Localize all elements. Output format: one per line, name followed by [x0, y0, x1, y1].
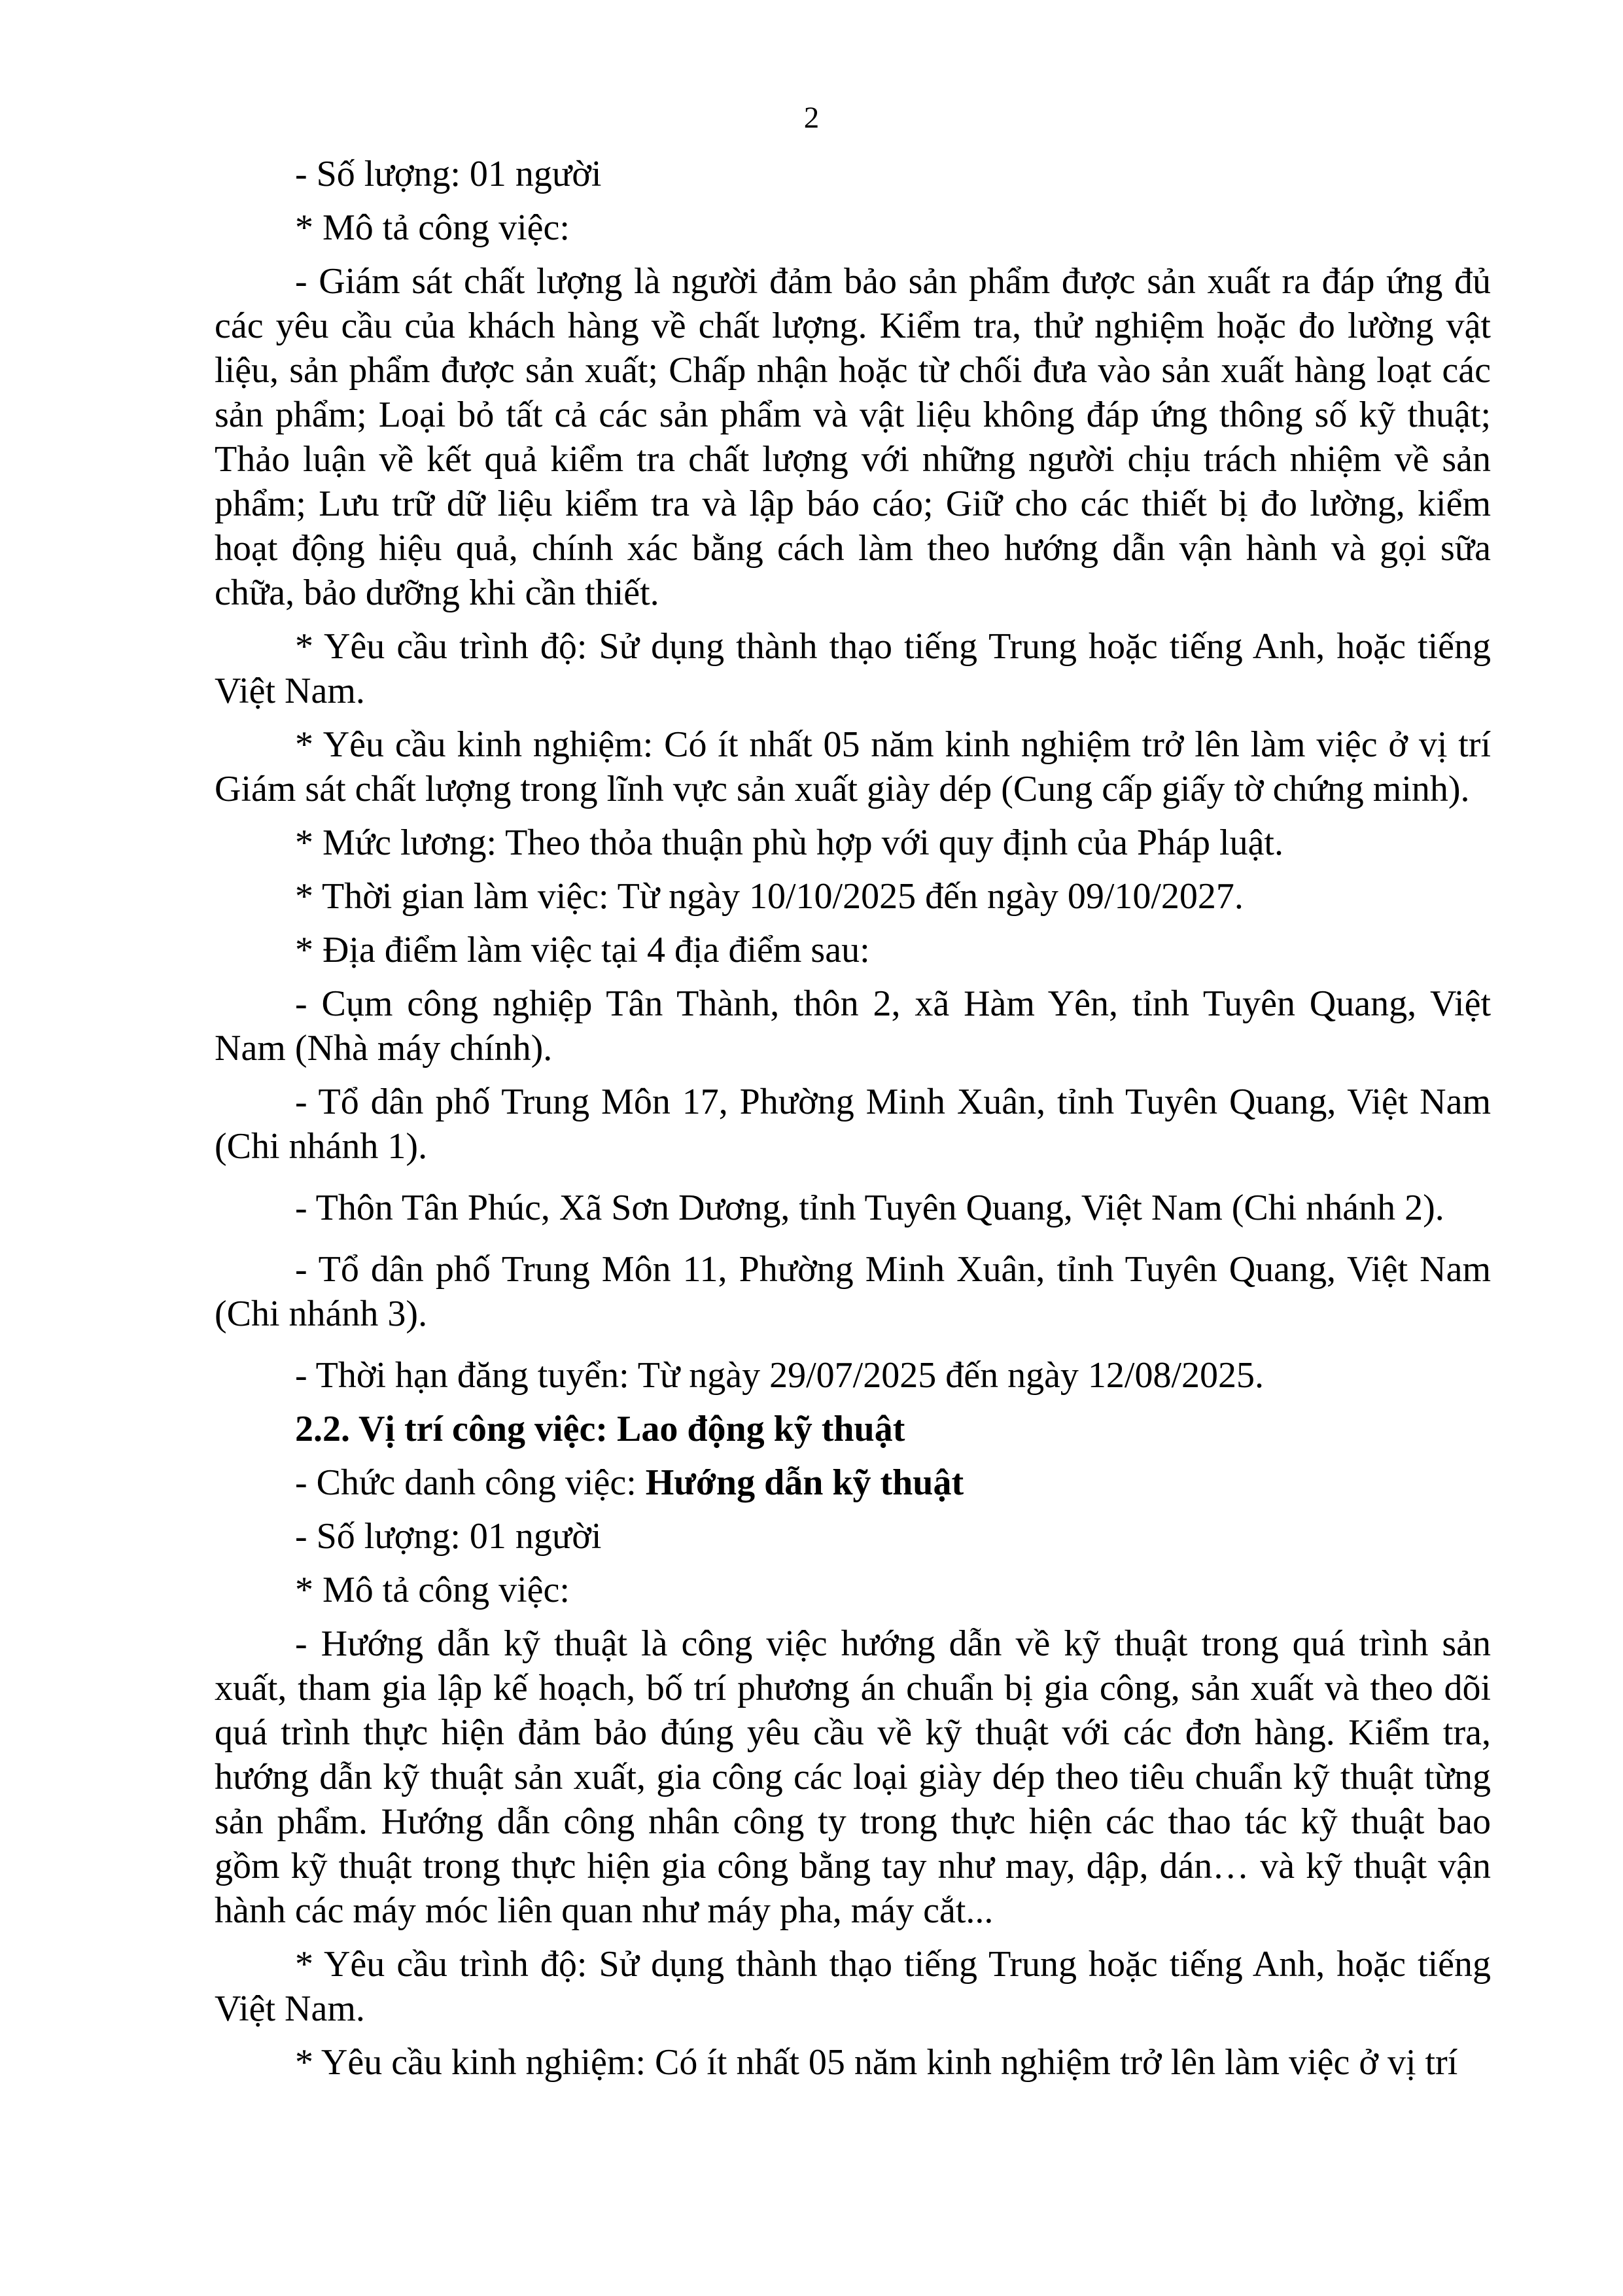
quantity-line: - Số lượng: 01 người: [295, 1516, 602, 1557]
work-locations-heading: * Địa điểm làm việc tại 4 địa điểm sau:: [295, 930, 870, 970]
job-description-paragraph: - Giám sát chất lượng là người đảm bảo sản phẩm được sản xuất ra đáp ứng đủ các yêu cầu của khách hàng về chất lượng. Kiểm tra, thử nghiệm hoặc đo lường vật liệu, sản phẩm được sản xuất; Chấp nhận hoặc từ chối đưa vào sản xuất hàng loạt các sản phẩm; Loại bỏ tất cả các sản phẩm và vật liệu không đáp ứng thông số kỹ thuật; Thảo luận về kết quả kiểm tra chất lượng với những người chịu trách nhiệm về sản phẩm; Lưu trữ dữ liệu kiểm tra và lập báo cáo; Giữ cho các thiết bị đo lường, kiểm hoạt động hiệu quả, chính xác bằng cách làm theo hướng dẫn vận hành và gọi sữa chữa, bảo dưỡng khi cần thiết.: [215, 261, 1491, 613]
job-description-heading: * Mô tả công việc:: [295, 207, 570, 248]
work-location-item: - Tổ dân phố Trung Môn 17, Phường Minh Xuân, tỉnh Tuyên Quang, Việt Nam (Chi nhánh 1).: [215, 1082, 1491, 1167]
working-period-line: * Thời gian làm việc: Từ ngày 10/10/2025 đến ngày 09/10/2027.: [295, 876, 1244, 917]
job-title-line: [215, 1460, 1491, 1505]
section-heading: 2.2. Vị trí công việc: Lao động kỹ thuật: [295, 1409, 905, 1449]
work-location-item: - Cụm công nghiệp Tân Thành, thôn 2, xã Hàm Yên, tỉnh Tuyên Quang, Việt Nam (Nhà máy chính).: [215, 983, 1491, 1069]
salary-line: * Mức lương: Theo thỏa thuận phù hợp với quy định của Pháp luật.: [295, 822, 1283, 863]
job-description-paragraph: - Hướng dẫn kỹ thuật là công việc hướng dẫn về kỹ thuật trong quá trình sản xuất, tham gia lập kế hoạch, bố trí phương án chuẩn bị gia công, sản xuất và theo dõi quá trình thực hiện đảm bảo đúng yêu cầu về kỹ thuật với các đơn hàng. Kiểm tra, hướng dẫn kỹ thuật sản xuất, gia công các loại giày dép theo tiêu chuẩn kỹ thuật từng sản phẩm. Hướng dẫn công nhân công ty trong thực hiện các thao tác kỹ thuật bao gồm kỹ thuật trong thực hiện gia công bằng tay như may, dập, dán… và kỹ thuật vận hành các máy móc liên quan như máy pha, máy cắt...: [215, 1623, 1491, 1931]
job-title-value: Hướng dẫn kỹ thuật: [645, 1462, 964, 1503]
qualification-requirement: * Yêu cầu trình độ: Sử dụng thành thạo tiếng Trung hoặc tiếng Anh, hoặc tiếng Việt Nam.: [215, 1944, 1491, 2029]
work-location-item: - Tổ dân phố Trung Môn 11, Phường Minh Xuân, tỉnh Tuyên Quang, Việt Nam (Chi nhánh 3).: [215, 1249, 1491, 1334]
work-location-item: - Thôn Tân Phúc, Xã Sơn Dương, tỉnh Tuyên Quang, Việt Nam (Chi nhánh 2).: [295, 1188, 1444, 1228]
document-body: [215, 152, 1491, 2094]
page-number: 2: [803, 101, 820, 135]
experience-requirement: * Yêu cầu kinh nghiệm: Có ít nhất 05 năm kinh nghiệm trở lên làm việc ở vị trí: [295, 2042, 1458, 2083]
experience-requirement: * Yêu cầu kinh nghiệm: Có ít nhất 05 năm kinh nghiệm trở lên làm việc ở vị trí Giám sát chất lượng trong lĩnh vực sản xuất giày dép (Cung cấp giấy tờ chứng minh).: [215, 724, 1491, 809]
recruitment-deadline-line: - Thời hạn đăng tuyển: Từ ngày 29/07/2025 đến ngày 12/08/2025.: [295, 1355, 1265, 1396]
qualification-requirement: * Yêu cầu trình độ: Sử dụng thành thạo tiếng Trung hoặc tiếng Anh, hoặc tiếng Việt Nam.: [215, 626, 1491, 711]
job-title-label: - Chức danh công việc:: [295, 1462, 646, 1503]
quantity-line: - Số lượng: 01 người: [295, 154, 602, 194]
job-description-heading: * Mô tả công việc:: [295, 1570, 570, 1610]
